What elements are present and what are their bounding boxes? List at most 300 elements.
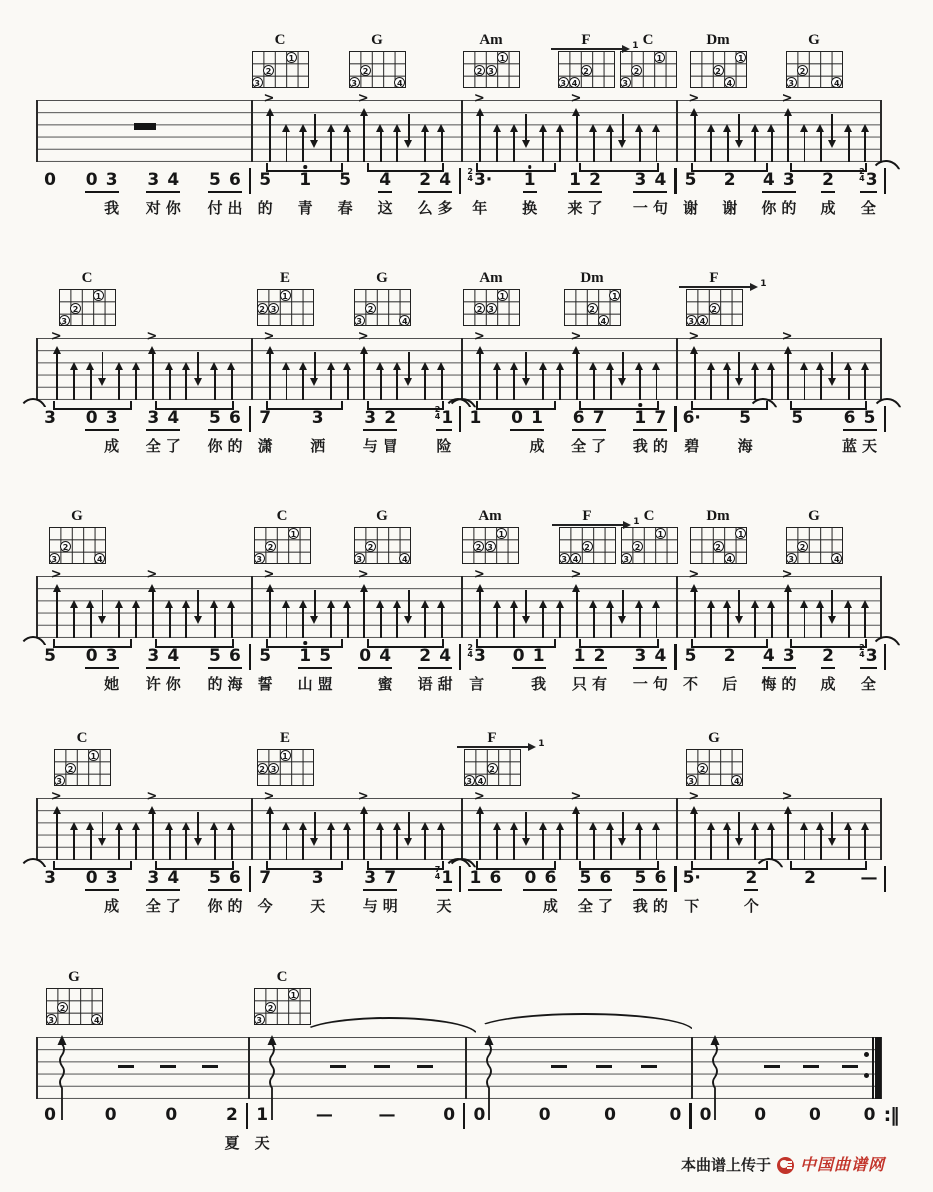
note-number	[229, 408, 241, 428]
note-digit: 0	[85, 868, 98, 888]
sustain-dash	[764, 1065, 780, 1068]
note-token	[529, 408, 545, 456]
finger-dot: 3	[686, 315, 697, 326]
strum-arrow-up	[210, 600, 219, 638]
accent-mark: >	[357, 91, 369, 106]
note-digit: 3	[311, 408, 324, 428]
chord-G	[784, 32, 844, 88]
note-number	[700, 1105, 712, 1125]
finger-dot: 2	[365, 303, 376, 314]
sustain-dash	[330, 1065, 346, 1068]
strum-pattern	[38, 567, 251, 638]
accent-mark: >	[688, 789, 700, 804]
note-token	[317, 646, 333, 694]
chord-diagram-C	[54, 749, 111, 786]
note-digit: 6·	[682, 408, 701, 428]
note-group	[761, 646, 797, 694]
strum-arrow-up	[844, 600, 853, 638]
note-token	[437, 646, 453, 694]
lyric-char: 有	[592, 675, 608, 693]
note-group	[722, 170, 738, 218]
note-number	[147, 408, 159, 428]
note-group	[417, 170, 453, 218]
note-group	[316, 1105, 333, 1153]
strum-pattern	[251, 567, 461, 638]
note-number	[299, 646, 311, 666]
lyric-char: 今	[257, 897, 273, 915]
lyric-char: 了	[591, 437, 607, 455]
note-digit: 0	[808, 1105, 821, 1125]
note-group	[297, 646, 333, 694]
strum-arrow-up	[723, 822, 732, 860]
note-digit: 5	[791, 408, 804, 428]
note-number	[106, 170, 118, 190]
strum-arrow-up	[781, 567, 793, 638]
note-group	[84, 170, 120, 218]
strum-arrow-up	[86, 362, 95, 400]
tab-staff	[36, 567, 882, 638]
note-digit: 0	[85, 408, 98, 428]
note-token	[362, 868, 378, 916]
finger-dot: 3	[59, 315, 70, 326]
chord-G	[352, 508, 412, 564]
measure	[461, 868, 674, 916]
accent-mark: >	[570, 789, 582, 804]
chord-diagram-F	[558, 41, 639, 88]
strum-arrow-up	[473, 567, 485, 638]
note-digit: 7	[259, 408, 272, 428]
measure	[36, 408, 249, 456]
chord-diagram-E	[257, 289, 314, 326]
finger-dot: 3	[464, 775, 475, 786]
chord-diagram-C	[620, 51, 677, 88]
strum-arrow-up	[767, 362, 776, 400]
note-token	[752, 1105, 768, 1153]
time-signature-bottom: 4	[467, 650, 473, 659]
note-digit: 5·	[682, 868, 701, 888]
chord-Dm	[562, 270, 622, 326]
chord-C	[619, 508, 679, 564]
note-token	[471, 1105, 487, 1153]
lyric-char: 付	[207, 199, 223, 217]
finger-dot: 1	[280, 290, 291, 301]
strum-arrow-up	[393, 124, 402, 162]
note-group	[807, 1105, 823, 1153]
note-digit: 0	[85, 646, 98, 666]
note-number	[259, 646, 271, 666]
note-token	[104, 408, 120, 456]
strum-arrow-down	[522, 812, 531, 846]
note-token	[207, 868, 223, 916]
lyric-char: 多	[437, 199, 453, 217]
measure	[677, 408, 884, 456]
note-digit: 1	[441, 408, 454, 428]
finger-dot: 3	[254, 553, 265, 564]
note-digit: 6	[572, 408, 585, 428]
strum-arrow-up	[816, 822, 825, 860]
chord-Am	[461, 32, 521, 88]
note-number	[746, 868, 758, 888]
barre-fret-number: 1	[632, 41, 639, 51]
note-number	[229, 868, 241, 888]
note-number	[859, 167, 878, 190]
note-digit: 5	[684, 646, 697, 666]
time-signature-bottom: 4	[859, 174, 865, 183]
barre-line-icon	[551, 41, 639, 51]
note-token	[224, 1105, 240, 1153]
note-digit: 5	[684, 170, 697, 190]
measure	[36, 868, 249, 916]
note-digit: 3	[364, 868, 377, 888]
note-token	[441, 1105, 457, 1153]
lyric-char: 了	[165, 897, 181, 915]
lyric-char: 来	[567, 199, 583, 217]
note-digit: 1	[569, 170, 581, 190]
note-number	[822, 170, 834, 190]
note-group	[722, 646, 738, 694]
time-signature-top: 7	[434, 865, 441, 874]
strum-arrow-up	[146, 789, 158, 860]
strum-pattern	[461, 91, 676, 162]
finger-dot: 2	[70, 303, 81, 314]
accent-mark: >	[263, 567, 275, 582]
strum-arrow-up	[282, 822, 291, 860]
note-group	[820, 646, 836, 694]
note-digit: 5	[579, 868, 592, 888]
lyric-char: 险	[436, 437, 452, 455]
strum-arrow-down	[618, 812, 627, 846]
note-digit: 6	[544, 868, 557, 888]
time-signature-top: 2	[859, 167, 865, 176]
strum-pattern	[676, 91, 884, 162]
note-digit: 4	[654, 170, 667, 190]
strum-arrow-up	[282, 124, 291, 162]
strum-arrow-down	[618, 114, 627, 148]
strum-arrow-up	[767, 124, 776, 162]
note-number	[822, 646, 834, 666]
finger-dot: 2	[360, 65, 371, 76]
lyric-char: 的	[652, 437, 668, 455]
note-token	[257, 408, 273, 456]
chord-label: G	[376, 270, 388, 286]
note-group	[509, 408, 545, 456]
chord-label: C	[81, 270, 93, 286]
strum-arrow-up	[767, 822, 776, 860]
chord-diagram-E	[257, 749, 314, 786]
note-number	[511, 408, 523, 428]
accent-mark: >	[688, 329, 700, 344]
note-digit: 6	[229, 868, 241, 888]
note-digit: 6	[489, 868, 502, 888]
strum-arrow-down	[98, 352, 107, 386]
finger-dot: 2	[697, 763, 708, 774]
note-group	[42, 408, 58, 456]
finger-dot: 1	[286, 52, 297, 63]
strum-arrow-up	[115, 822, 124, 860]
note-digit: 5	[739, 408, 752, 428]
note-digit: 5	[209, 408, 221, 428]
note-digit: 3	[105, 170, 118, 190]
lyric-char: 碧	[684, 437, 700, 455]
strum-arrow-up	[299, 600, 308, 638]
strum-arrow-up	[635, 124, 644, 162]
finger-dot: 2	[60, 541, 71, 552]
note-group	[522, 170, 538, 218]
note-digit: 2	[589, 170, 601, 190]
note-digit: 4	[379, 170, 392, 190]
strum-arrow-up	[263, 789, 275, 860]
note-token	[587, 170, 603, 218]
sustain-dash	[202, 1065, 218, 1068]
note-group	[362, 408, 398, 456]
chord-label: F	[581, 32, 591, 48]
note-token	[165, 170, 181, 218]
note-number	[384, 408, 396, 428]
strum-arrow-up	[210, 822, 219, 860]
note-token	[310, 868, 326, 916]
note-token	[163, 1105, 179, 1153]
finger-dot: 2	[713, 65, 724, 76]
note-digit: 0	[511, 408, 523, 428]
chord-label: C	[642, 32, 654, 48]
note-number	[809, 1105, 821, 1125]
strum-arrow-up	[781, 329, 793, 400]
finger-dot: 3	[486, 303, 497, 314]
note-group	[859, 167, 878, 218]
strum-arrow-up	[70, 822, 79, 860]
strum-pattern	[461, 329, 676, 400]
note-digit: 5	[319, 646, 332, 666]
note-token	[781, 646, 797, 694]
sustain-dash	[160, 1065, 176, 1068]
finger-dot: 4	[394, 77, 405, 88]
accent-mark: >	[570, 567, 582, 582]
note-group	[632, 170, 668, 218]
note-token	[632, 408, 648, 456]
strum-arrow-up	[688, 567, 700, 638]
strum-arrow-up	[473, 789, 485, 860]
note-group	[257, 170, 273, 218]
note-token	[379, 1105, 396, 1153]
strum-arrow-down	[98, 590, 107, 624]
note-token	[861, 868, 878, 916]
finger-dot: 2	[257, 763, 268, 774]
strum-arrow-up	[707, 822, 716, 860]
barline-mark	[884, 866, 886, 892]
lyric-char: 甜	[437, 675, 453, 693]
note-group	[145, 170, 181, 218]
note-group	[471, 1105, 487, 1153]
lyric-char: 我	[531, 675, 547, 693]
note-number	[467, 167, 493, 190]
note-token	[807, 1105, 823, 1153]
finger-dot: 3	[786, 553, 797, 564]
note-token	[511, 646, 527, 694]
lyric-char: 夏	[224, 1134, 240, 1152]
note-digit: —	[860, 868, 878, 888]
strum-arrow-up	[327, 362, 336, 400]
time-signature	[467, 644, 473, 658]
strum-arrow-up	[606, 600, 615, 638]
strum-arrow-up	[844, 124, 853, 162]
strum-pattern	[38, 789, 251, 860]
finger-dot: 1	[609, 290, 620, 301]
strum-arrow-up	[861, 362, 870, 400]
chord-Dm	[688, 508, 748, 564]
note-digit: 6	[843, 408, 856, 428]
chord-diagram-Dm	[564, 289, 621, 326]
accent-mark: >	[688, 91, 700, 106]
note-digit: 5	[634, 868, 647, 888]
note-group	[103, 1105, 119, 1153]
finger-dot: 2	[263, 65, 274, 76]
note-number	[364, 868, 376, 888]
tab-staff	[36, 91, 882, 162]
time-signature-top: 2	[467, 167, 473, 176]
note-group	[859, 643, 878, 694]
strum-arrow-down	[404, 812, 413, 846]
chord-C	[52, 730, 112, 786]
note-number	[44, 170, 56, 190]
note-number	[864, 1105, 876, 1125]
finger-dot: 3	[54, 775, 65, 786]
note-group	[145, 868, 181, 916]
strum-arrow-up	[707, 362, 716, 400]
lyric-char: 洒	[310, 437, 326, 455]
note-digit: 4	[167, 170, 180, 190]
notation-row	[36, 405, 886, 456]
strum-arrow-down	[194, 590, 203, 624]
note-number	[209, 868, 221, 888]
chord-C	[57, 270, 117, 326]
note-token	[165, 868, 181, 916]
lyric-char: 盟	[317, 675, 333, 693]
note-number	[579, 868, 591, 888]
note-number	[754, 1105, 766, 1125]
note-token	[761, 170, 777, 218]
note-number	[44, 408, 56, 428]
note-group	[522, 868, 558, 916]
note-token	[467, 408, 483, 456]
note-digit: 1	[573, 646, 586, 666]
note-token	[104, 646, 120, 694]
strum-arrow-up	[510, 600, 519, 638]
notation-row	[36, 865, 886, 916]
note-token	[632, 868, 648, 916]
lyric-char: 全	[577, 897, 593, 915]
site-name: 中国曲谱网	[799, 1155, 885, 1174]
note-number	[724, 646, 736, 666]
note-digit: 0	[512, 646, 525, 666]
finger-dot: 1	[735, 52, 746, 63]
strum-arrow-up	[357, 329, 369, 400]
lyric-char: 山	[297, 675, 313, 693]
strum-arrow-down	[735, 114, 744, 148]
strum-arrow-down	[618, 590, 627, 624]
strum-arrow-up	[635, 600, 644, 638]
strum-arrow-up	[606, 124, 615, 162]
chord-label: F	[487, 730, 497, 746]
chord-diagram-F	[464, 739, 545, 786]
strum-pattern	[251, 91, 461, 162]
note-number	[147, 170, 159, 190]
note-digit: 4	[167, 408, 180, 428]
chord-G	[44, 969, 104, 1025]
accent-mark: >	[473, 789, 485, 804]
strum-arrow-up	[556, 124, 565, 162]
measure	[677, 167, 884, 218]
note-number	[467, 643, 486, 666]
lyric-char: 全	[145, 897, 161, 915]
note-token	[737, 408, 753, 456]
strum-arrow-up	[723, 124, 732, 162]
strum-arrow-up	[510, 362, 519, 400]
note-number	[531, 408, 543, 428]
note-number	[259, 170, 271, 190]
chord-label: C	[274, 32, 286, 48]
finger-dot: 2	[365, 541, 376, 552]
strum-arrow-down	[310, 114, 319, 148]
note-digit: 3	[105, 408, 118, 428]
staff-barline	[248, 1037, 250, 1099]
finger-dot: 4	[831, 553, 842, 564]
strum-arrow-up	[132, 600, 141, 638]
note-token	[42, 170, 58, 218]
strum-arrow-up	[282, 362, 291, 400]
finger-dot: 2	[713, 541, 724, 552]
strum-arrow-down	[735, 590, 744, 624]
note-digit: 5	[44, 646, 56, 666]
chord-label: Am	[479, 32, 503, 48]
strum-arrow-down	[310, 812, 319, 846]
lyric-char: 成	[820, 199, 836, 217]
note-token	[652, 408, 668, 456]
strum-arrow-up	[723, 600, 732, 638]
note-digit: 0	[104, 1105, 117, 1125]
accent-mark: >	[781, 789, 793, 804]
note-group	[207, 170, 243, 218]
note-number	[469, 408, 481, 428]
note-number	[312, 408, 324, 428]
strum-arrow-down	[618, 352, 627, 386]
note-number	[364, 408, 376, 428]
finger-dot: 4	[475, 775, 486, 786]
lyric-char: 了	[165, 437, 181, 455]
strum-arrow-up	[570, 789, 582, 860]
note-digit: 3	[147, 408, 160, 428]
strum-arrow-up	[299, 124, 308, 162]
note-token	[42, 408, 58, 456]
note-number	[439, 646, 451, 666]
note-token	[254, 1105, 270, 1153]
finger-dot: 4	[731, 775, 742, 786]
strum-arrow-up	[816, 600, 825, 638]
note-group	[667, 1105, 683, 1153]
chord-label: Am	[478, 508, 502, 524]
note-number	[106, 868, 118, 888]
chord-diagram-F	[686, 279, 767, 326]
strum-arrow-up	[510, 822, 519, 860]
tab-staff	[36, 329, 882, 400]
strum-arrow-up	[263, 329, 275, 400]
finger-dot: 2	[631, 65, 642, 76]
lyric-char: 天	[436, 897, 452, 915]
strum-arrow-up	[327, 124, 336, 162]
note-token	[227, 170, 243, 218]
strum-arrow-up	[844, 362, 853, 400]
strum-arrow-up	[767, 600, 776, 638]
chord-diagram-Dm	[690, 527, 747, 564]
